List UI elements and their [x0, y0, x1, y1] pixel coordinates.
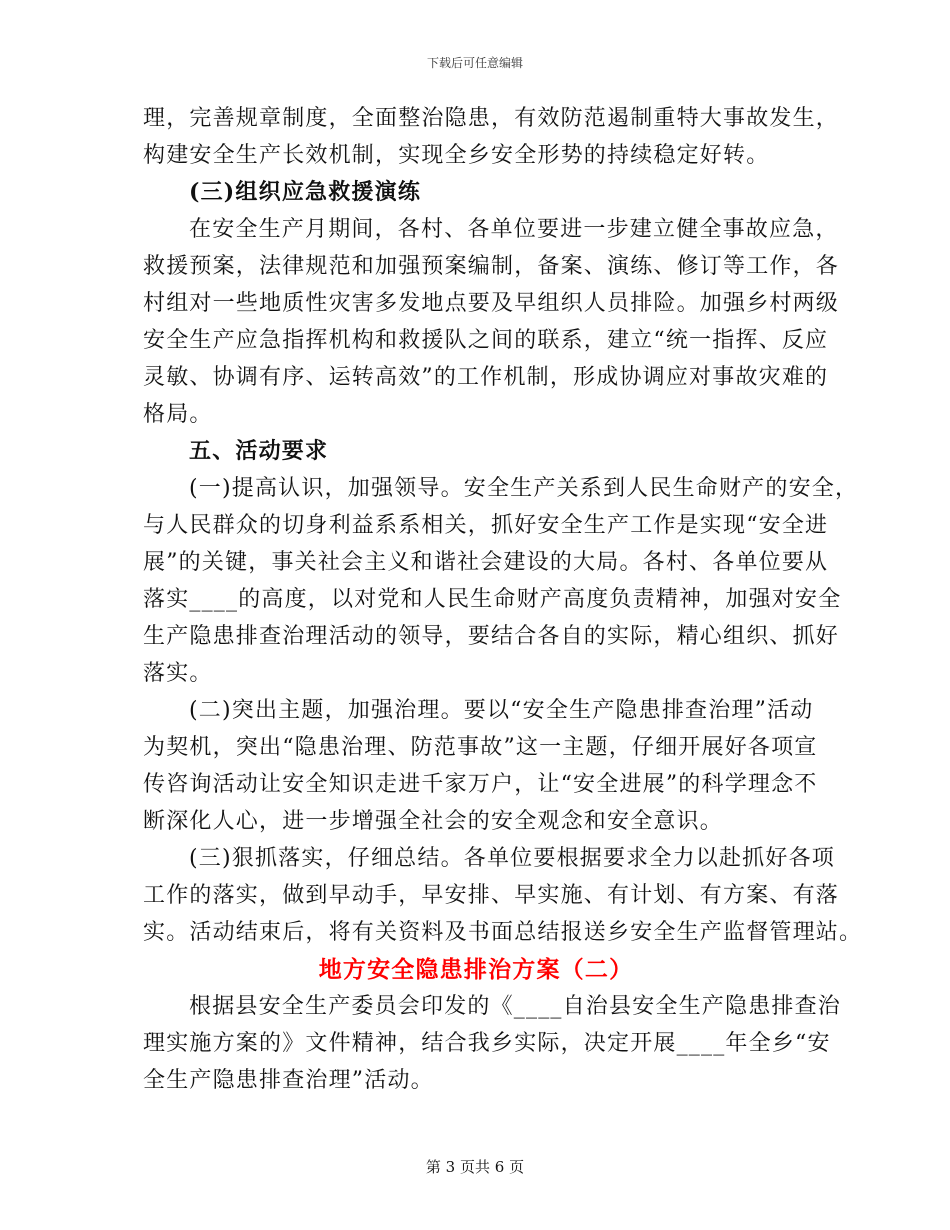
body-line: 构建安全生产长效机制，实现全乡安全形势的持续稳定好转。	[143, 143, 770, 168]
body-line: 展”的关键，事关社会主义和谐社会建设的大局。各村、各单位要从	[143, 550, 829, 575]
body-line: 工作的落实，做到早动手，早安排、早实施、有计划、有方案、有落	[143, 883, 840, 908]
body-line: 实。活动结束后，将有关资料及书面总结报送乡安全生产监督管理站。	[143, 920, 863, 945]
body-line: 安全生产应急指挥机构和救援队之间的联系，建立“统一指挥、反应	[143, 328, 829, 353]
page-header: 下载后可任意编辑	[426, 56, 523, 70]
body-line: 与人民群众的切身利益系系相关，抓好安全生产工作是实现“安全进	[143, 513, 829, 538]
body-line: (三)狠抓落实，仔细总结。各单位要根据要求全力以赴抓好各项	[189, 846, 835, 871]
body-line: 理实施方案的》文件精神，结合我乡实际，决定开展____年全乡“安	[143, 1031, 831, 1056]
body-line: 断深化人心，进一步增强全社会的安全观念和安全意识。	[143, 809, 724, 834]
body-line: (二)突出主题，加强治理。要以“安全生产隐患排查治理”活动	[189, 698, 814, 723]
body-line: 根据县安全生产委员会印发的《____自治县安全生产隐患排查治	[189, 994, 842, 1019]
body-line: 在安全生产月期间，各村、各单位要进一步建立健全事故应急，	[189, 217, 839, 242]
body-line: 格局。	[143, 402, 213, 427]
body-line: 全生产隐患排查治理”活动。	[143, 1068, 434, 1093]
body-line: 落实。	[143, 661, 213, 686]
body-line: 传咨询活动让安全知识走进千家万户，让“安全进展”的科学理念不	[143, 772, 818, 797]
section-heading: 五、活动要求	[189, 438, 329, 464]
body-line: 村组对一些地质性灾害多发地点要及早组织人员排险。加强乡村两级	[143, 291, 840, 316]
document-body	[143, 100, 863, 1099]
page-number: 第 3 页共 6 页	[425, 1158, 525, 1176]
body-line: 落实____的高度，以对党和人民生命财产高度负责精神，加强对安全	[143, 587, 842, 612]
section-heading: (三)组织应急救援演练	[189, 179, 422, 205]
body-line: 理，完善规章制度，全面整治隐患，有效防范遏制重特大事故发生，	[143, 106, 840, 131]
body-line: 为契机，突出“隐患治理、防范事故”这一主题，仔细开展好各项宣	[143, 735, 818, 760]
body-line: 灵敏、协调有序、运转高效”的工作机制，形成协调应对事故灾难的	[143, 365, 829, 390]
body-line: 救援预案，法律规范和加强预案编制，备案、演练、修订等工作，各	[143, 254, 840, 279]
body-line: 生产隐患排查治理活动的领导，要结合各自的实际，精心组织、抓好	[143, 624, 840, 649]
body-line: (一)提高认识，加强领导。安全生产关系到人民生命财产的安全，	[189, 476, 859, 501]
document-title: 地方安全隐患排治方案（二）	[318, 956, 634, 983]
